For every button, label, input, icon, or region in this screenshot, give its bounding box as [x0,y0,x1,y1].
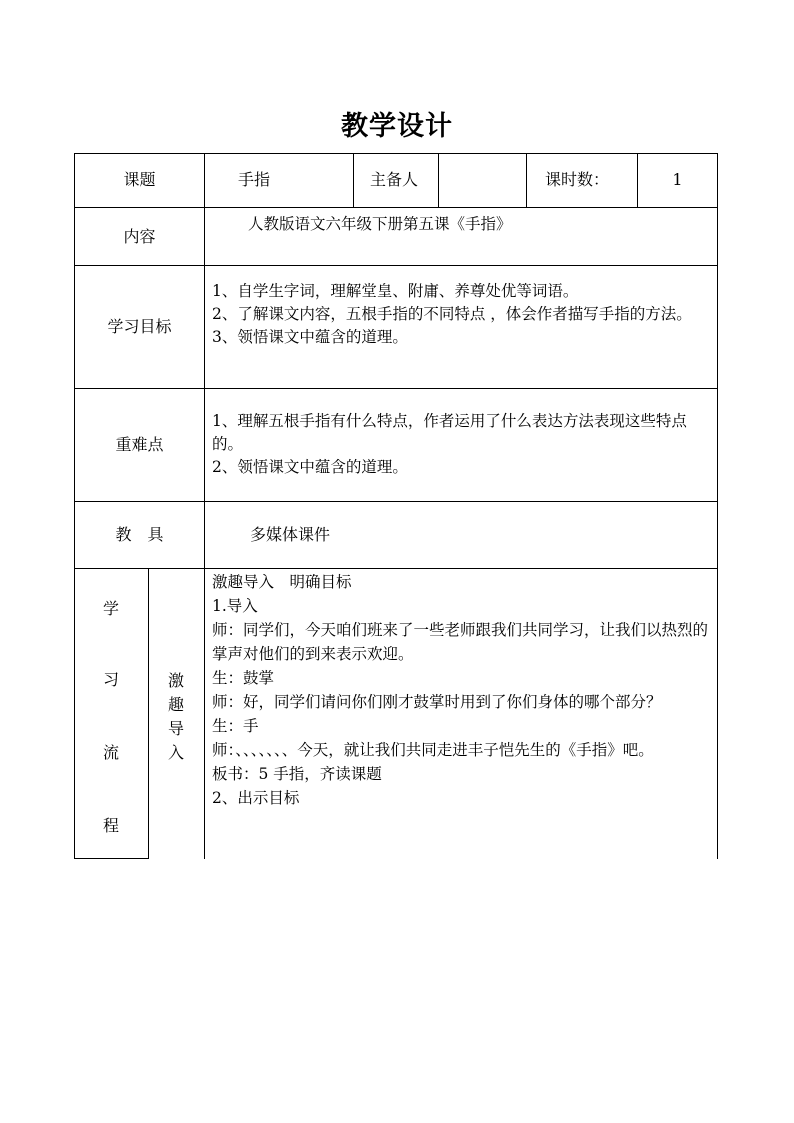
learning-goal-item: 1、自学生字词，理解堂皇、附庸、养尊处优等词语。 [212,282,579,300]
topic-value: 手指 [238,170,271,189]
learning-goals-label: 学习目标 [107,317,172,336]
key-point-item: 1、理解五根手指有什么特点，作者运用了什么表达方法表现这些特点的。 [212,412,687,453]
teaching-tools-value: 多媒体课件 [250,525,331,544]
key-points-list [212,410,712,479]
content-label: 内容 [123,227,156,246]
class-hours-label: 课时数： [545,170,610,189]
process-line: 师：好，同学们请问你们刚才鼓掌时用到了你们身体的哪个部分？ [212,693,662,711]
content-value: 人教版语文六年级下册第五课《手指》 [248,215,512,233]
key-point-item: 2、领悟课文中蕴含的道理。 [212,458,408,476]
preparer-label: 主备人 [370,170,419,189]
learning-goal-item: 2、了解课文内容，五根手指的不同特点 ，体会作者描写手指的方法。 [212,305,692,323]
process-line: 板书：5 手指，齐读课题 [212,765,382,783]
process-line: 2、出示目标 [212,789,300,807]
teaching-tools-label: 教 具 [115,525,164,544]
process-line: 1.导入 [212,597,258,615]
process-label-char: 学 [103,599,120,618]
class-hours-value: 1 [672,170,683,189]
stage-label-char: 趣 [168,695,185,714]
process-line: 师：同学们，今天咱们班来了一些老师跟我们共同学习，让我们以热烈的掌声对他们的到来表示欢迎。 [212,621,709,663]
topic-label: 课题 [123,170,156,189]
process-line: 激趣导入 明确目标 [212,573,352,591]
stage-label-char: 激 [168,671,185,690]
process-label-char: 程 [103,816,120,835]
process-line: 生：手 [212,717,259,735]
process-line: 生：鼓掌 [212,669,275,687]
key-points-label: 重难点 [115,435,164,454]
process-label-char: 习 [103,670,120,689]
process-content [212,570,712,810]
learning-goal-item: 3、领悟课文中蕴含的道理。 [212,328,408,346]
stage-label-char: 入 [168,743,185,762]
process-label-char: 流 [103,743,120,762]
document-title: 教学设计 [341,111,453,142]
stage-label-char: 导 [168,719,185,738]
learning-goals-list [212,280,712,349]
process-line: 师：、、、、、、、今天，就让我们共同走进丰子恺先生的《手指》吧。 [212,741,654,759]
